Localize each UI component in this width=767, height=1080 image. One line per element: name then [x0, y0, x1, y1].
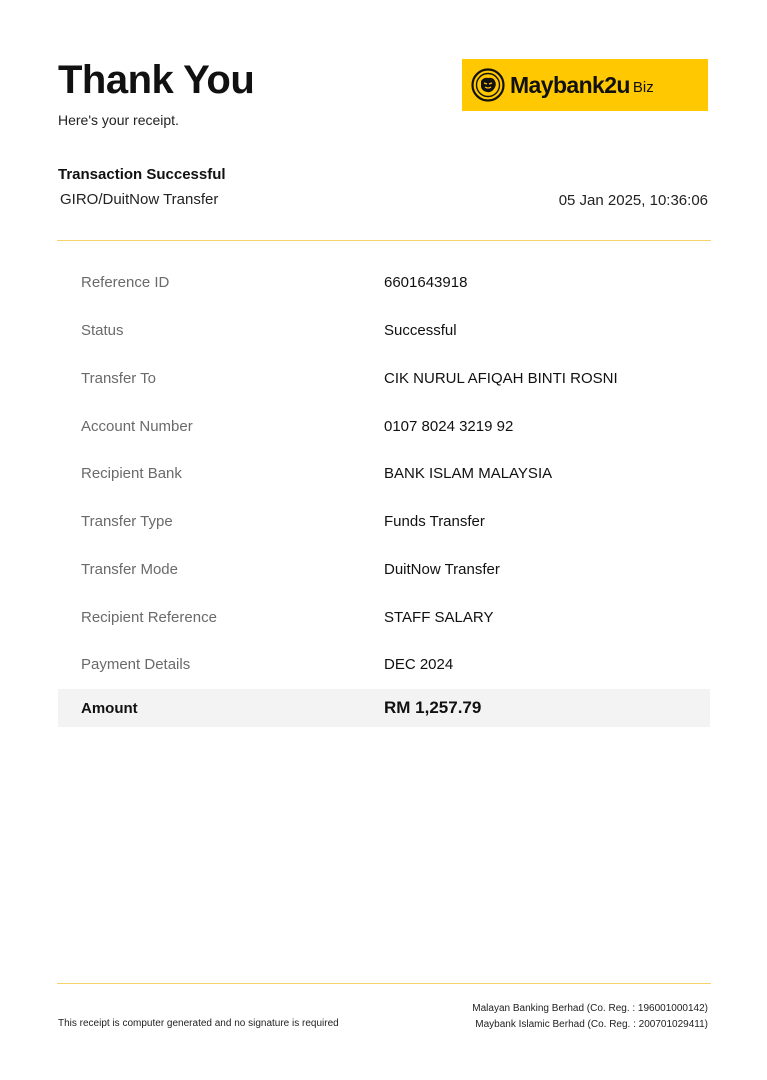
- logo-name: Maybank2u: [510, 71, 630, 98]
- detail-label: Transfer To: [81, 369, 157, 387]
- detail-row-recipient-reference: [58, 593, 710, 641]
- transaction-status: Transaction Successful: [58, 166, 226, 183]
- detail-value: 0107 8024 3219 92: [384, 417, 514, 435]
- detail-row-status: [58, 307, 710, 355]
- detail-row-payment-details: [58, 641, 710, 689]
- amount-row: [58, 689, 710, 727]
- detail-label: Reference ID: [81, 274, 170, 292]
- detail-label: Recipient Bank: [81, 465, 182, 483]
- detail-label: Account Number: [81, 417, 193, 435]
- detail-row-transfer-type: [58, 498, 710, 546]
- divider-top: [57, 240, 711, 241]
- detail-label: Payment Details: [81, 656, 191, 674]
- tiger-emblem-icon: [471, 68, 505, 102]
- detail-row-account-number: [58, 402, 710, 450]
- transaction-type: GIRO/DuitNow Transfer: [60, 191, 219, 208]
- detail-value: BANK ISLAM MALAYSIA: [384, 465, 553, 483]
- page-title: Thank You: [58, 58, 255, 102]
- detail-value: STAFF SALARY: [384, 608, 494, 626]
- footer-registration-maybank-islamic: Maybank Islamic Berhad (Co. Reg. : 200701029411): [475, 1019, 708, 1030]
- amount-label: Amount: [81, 699, 138, 717]
- detail-label: Status: [81, 322, 124, 340]
- divider-bottom: [57, 983, 711, 984]
- detail-value: CIK NURUL AFIQAH BINTI ROSNI: [384, 369, 618, 387]
- detail-value: Successful: [384, 322, 457, 340]
- detail-row-recipient-bank: [58, 450, 710, 498]
- logo-suffix: Biz: [632, 79, 654, 96]
- detail-row-reference-id: [58, 259, 710, 307]
- detail-label: Transfer Mode: [81, 560, 178, 578]
- detail-value: 6601643918: [384, 274, 468, 292]
- footer-registration-maybank: Malayan Banking Berhad (Co. Reg. : 196001000142): [472, 1003, 708, 1014]
- detail-value: DEC 2024: [384, 656, 454, 674]
- detail-row-transfer-mode: [58, 546, 710, 594]
- detail-label: Recipient Reference: [81, 608, 217, 626]
- details-list: [58, 259, 710, 689]
- detail-label: Transfer Type: [81, 513, 173, 531]
- transaction-datetime: 05 Jan 2025, 10:36:06: [558, 192, 708, 209]
- page-subtitle: Here's your receipt.: [58, 112, 179, 128]
- detail-value: Funds Transfer: [384, 513, 485, 531]
- detail-value: DuitNow Transfer: [384, 560, 500, 578]
- amount-value: RM 1,257.79: [384, 698, 482, 717]
- footer-note: This receipt is computer generated and no signature is required: [58, 1018, 339, 1029]
- maybank-logo: [462, 59, 708, 111]
- detail-row-transfer-to: [58, 355, 710, 403]
